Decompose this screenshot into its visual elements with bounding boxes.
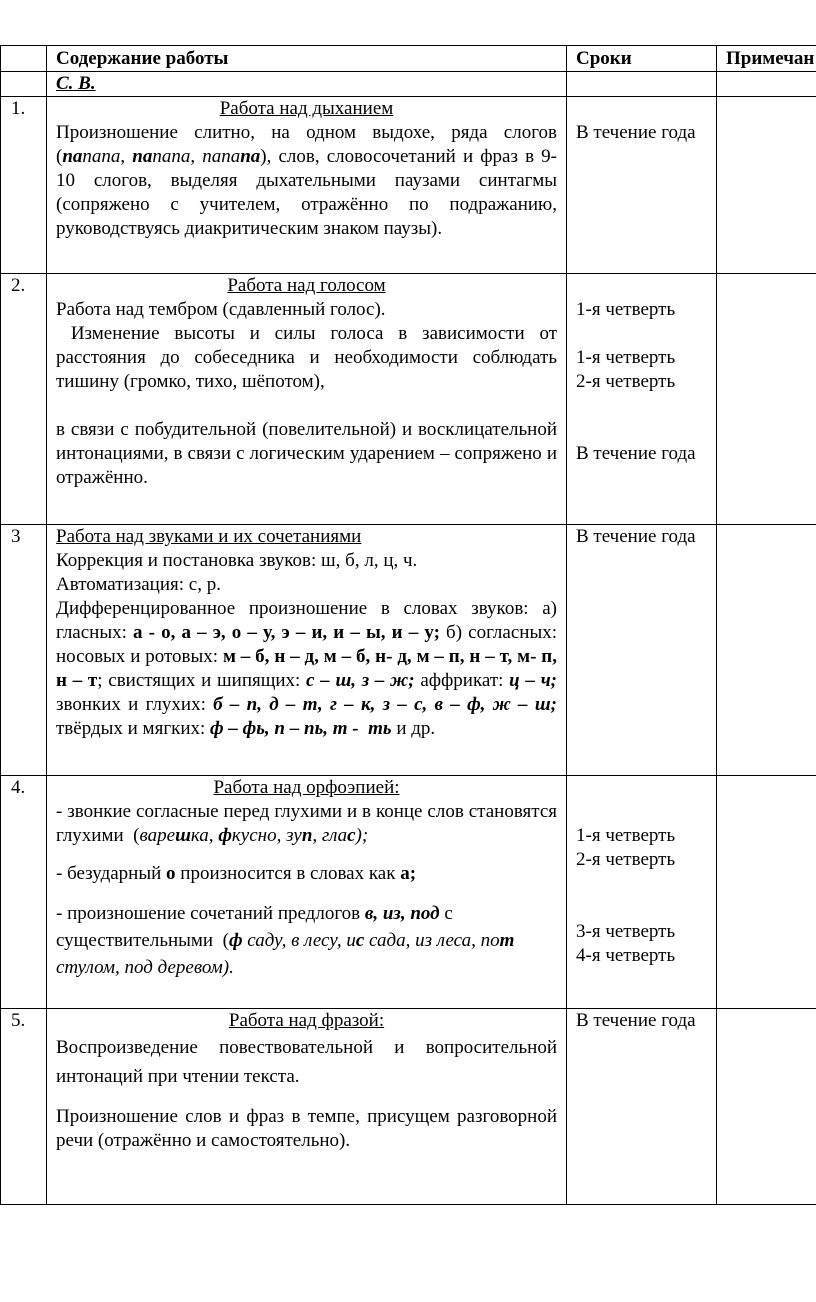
row-content: [47, 274, 567, 525]
term-text: 2-я четверть: [576, 371, 676, 392]
table-row: [1, 776, 816, 1009]
section-text: - звонкие согласные перед глухими и в конце слов становятся глухими (варешка, фкусно, зуп, глас);: [56, 801, 562, 846]
term-text: 1-я четверть: [576, 825, 676, 846]
row-number: 2.: [1, 274, 47, 525]
term-text: В течение года: [576, 443, 696, 464]
term-text: 1-я четверть: [576, 347, 676, 368]
term-text: 4-я четверть: [576, 945, 676, 966]
row-notes: [717, 274, 816, 525]
section-text: Воспроизведение повествовательной и вопросительной интонаций при чтении текста.: [56, 1037, 557, 1087]
section-text: Автоматизация: с, р.: [56, 574, 221, 595]
table-row: [1, 274, 816, 525]
row-content: [47, 525, 567, 776]
section-text: Работа над тембром (сдавленный голос).: [56, 299, 386, 320]
section-title: Работа над голосом: [227, 275, 386, 296]
row-notes: [717, 97, 816, 274]
row-term: [567, 776, 717, 1009]
header-content: Содержание работы: [47, 46, 567, 72]
subheader-row: [1, 72, 816, 97]
table-row: [1, 1009, 816, 1205]
header-notes: Примечан: [717, 46, 816, 72]
section-title: Работа над орфоэпией:: [213, 777, 400, 798]
term-text: 3-я четверть: [576, 921, 676, 942]
section-text: Произношение слитно, на одном выдохе, ряда слогов (папапа, папапа, папапа), слов, словосочетаний и фраз в 9-10 слогов, выделяя дыхательными паузами синтагмы (сопряжено с учителем, отражённо по подражанию, руководствуясь диакритическим знаком паузы).: [56, 122, 557, 239]
row-number: 4.: [1, 776, 47, 1009]
header-num: [1, 46, 47, 72]
row-term: [567, 1009, 717, 1205]
work-plan-table: [0, 45, 816, 1205]
section-text: в связи с побудительной (повелительной) и восклицательной интонациями, в связи с логическим ударением – сопряжено и отражённо.: [56, 419, 557, 488]
table-row: [1, 525, 816, 776]
row-term: [567, 97, 717, 274]
term-text: 1-я четверть: [576, 299, 676, 320]
row-notes: [717, 776, 816, 1009]
row-notes: [717, 1009, 816, 1205]
section-text: Изменение высоты и силы голоса в зависимости от расстояния до собеседника и необходимости соблюдать тишину (громко, тихо, шёпотом),: [56, 323, 562, 392]
section-text: Дифференцированное произношение в словах звуков: а) гласных: а - о, а – э, о – у, э – и, и – ы, и – у; б) согласных: носовых и ротовых: м – б, н – д, м – б, н- д, м – п, н – т, м- п, н – т; свистящих и шипящих: с – ш, з – ж; аффрикат: ц – ч; звонких и глухих: б – п, д – т, г – к, з – с, в – ф, ж – ш; твёрдых и мягких: ф – фь, п – пь, т - ть и др.: [56, 598, 558, 739]
term-text: В течение года: [576, 1010, 696, 1031]
section-text: Коррекция и постановка звуков: ш, б, л, ц, ч.: [56, 550, 418, 571]
term-text: 2-я четверть: [576, 849, 676, 870]
row-term: [567, 274, 717, 525]
row-content: [47, 776, 567, 1009]
table-row: [1, 97, 816, 274]
row-content: [47, 97, 567, 274]
header-terms: Сроки: [567, 46, 717, 72]
row-content: [47, 1009, 567, 1205]
section-title: Работа над дыханием: [219, 98, 394, 119]
header-row: [1, 46, 816, 72]
row-number: 5.: [1, 1009, 47, 1205]
section-text: - безударный о произносится в словах как а;: [56, 863, 417, 884]
section-text: Произношение слов и фраз в темпе, присущем разговорной речи (отражённо и самостоятельно).: [56, 1106, 557, 1151]
term-text: В течение года: [576, 526, 696, 547]
row-term: [567, 525, 717, 776]
section-title: Работа над звуками и их сочетаниями: [56, 526, 362, 547]
section-text: - произношение сочетаний предлогов в, из, под с существительными (ф саду, в лесу, ис сада, из леса, пот стулом, под деревом).: [56, 903, 515, 978]
row-number: 3: [1, 525, 47, 776]
row-number: 1.: [1, 97, 47, 274]
subheader-label: С. В.: [56, 73, 96, 94]
term-text: В течение года: [576, 122, 696, 143]
section-title: Работа над фразой:: [228, 1010, 385, 1031]
row-notes: [717, 525, 816, 776]
